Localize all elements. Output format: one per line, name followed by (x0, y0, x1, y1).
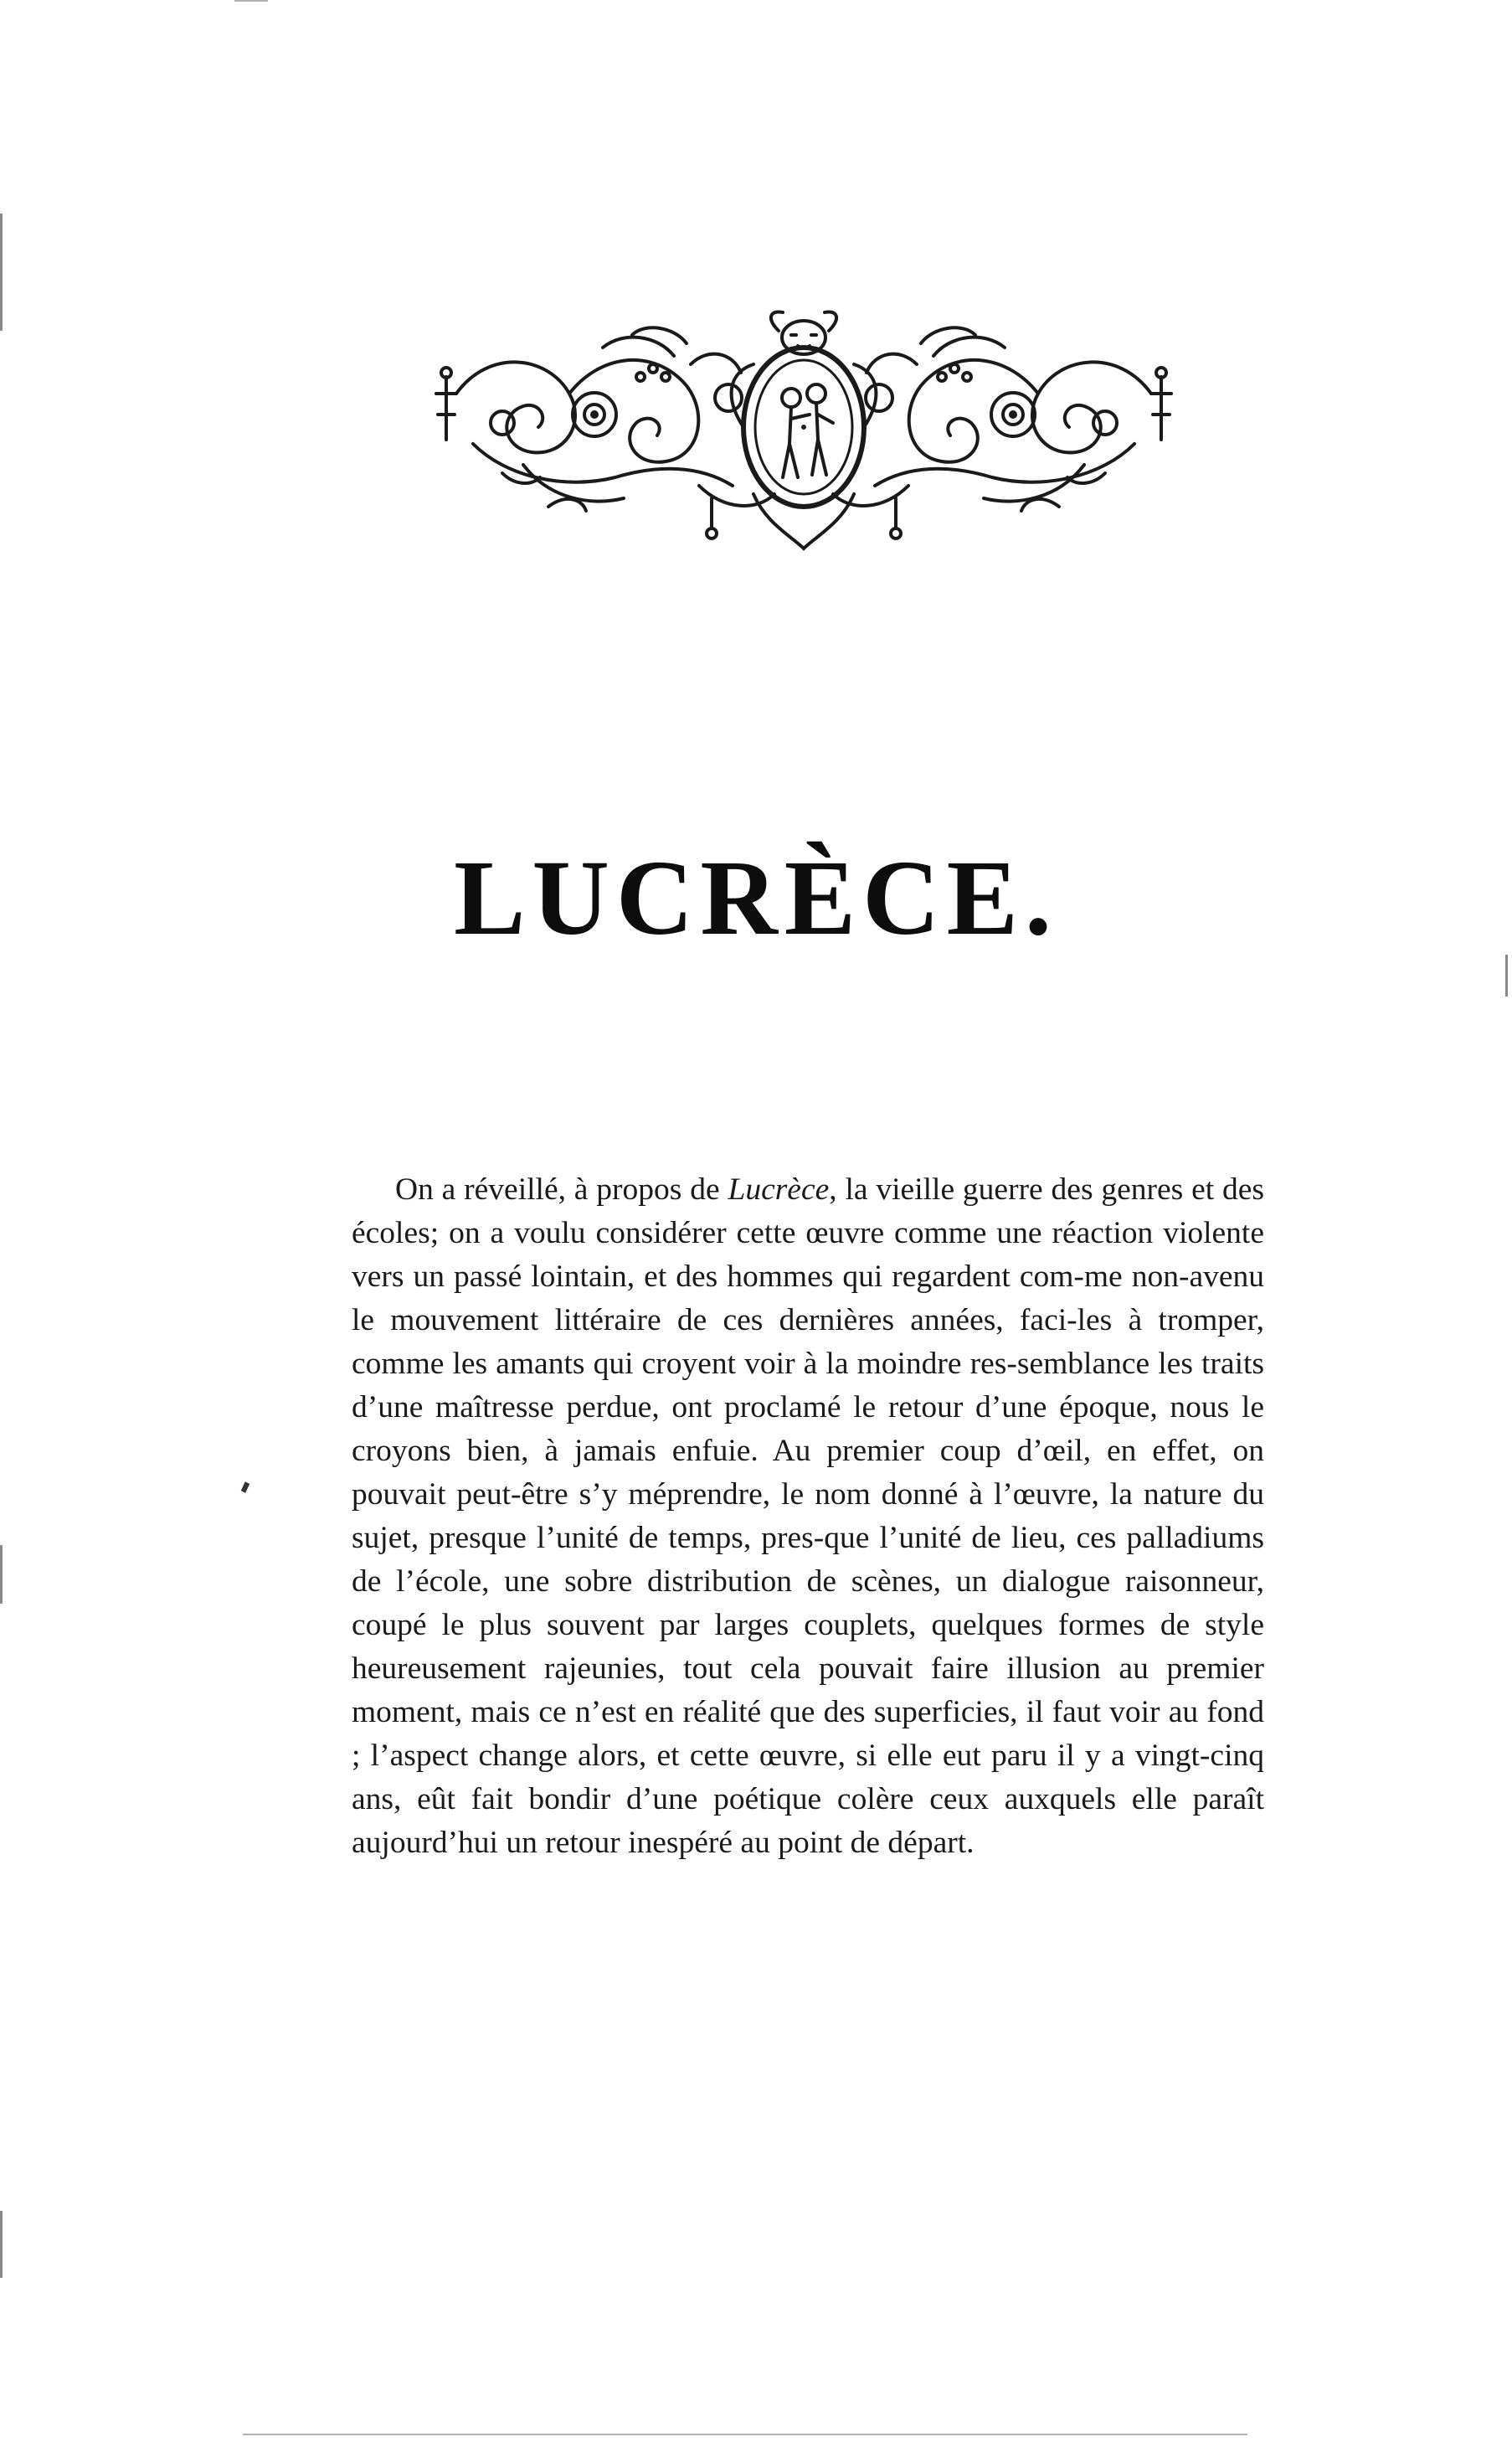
scan-edge-mark (0, 1545, 3, 1604)
paragraph-text: On a réveillé, à propos de (395, 1172, 728, 1207)
scan-edge-mark (234, 0, 268, 2)
paragraph (352, 1168, 1264, 1865)
scan-edge-mark (0, 2211, 3, 2278)
scan-edge-mark (243, 2434, 1247, 2435)
ornamental-vignette-cherub-medallion-icon (423, 297, 1185, 557)
scan-edge-mark (1505, 955, 1508, 997)
body-text (352, 1168, 1264, 1865)
paragraph-text: , la vieille guerre des genres et des écoles; on a voulu considérer cette œuvre comme une réaction violente vers un passé lointain, et des hommes qui regardent com-me non-avenu le mouvement littéraire de ces dernières années, faci-les à tromper, comme les amants qui croyent voir à la moindre res-semblance les traits d’une maîtresse perdue, ont proclamé le retour d’une époque, nous le croyons bien, à jamais enfuie. Au premier coup d’œil, en effet, on pouvait peut-être s’y méprendre, le nom donné à l’œuvre, la nature du sujet, presque l’unité de temps, pres-que l’unité de lieu, ces palladiums de l’école, une sobre distribution de scènes, un dialogue raisonneur, coupé le plus souvent par larges couplets, quelques formes de style heureusement rajeunies, tout cela pouvait faire illusion au premier moment, mais ce n’est en réalité que des superficies, il faut voir au fond ; l’aspect change alors, et cette œuvre, si elle eut paru il y a vingt-cinq ans, eût fait bondir d’une poétique colère ceux auxquels elle paraît aujourd’hui un retour inespéré au point de départ. (352, 1172, 1264, 1860)
work-title-italic: Lucrèce (728, 1172, 830, 1207)
scan-edge-mark (0, 214, 3, 331)
scan-speck (241, 1481, 250, 1492)
page-title: LUCRÈCE. (454, 838, 1058, 957)
ornament-vignette (423, 297, 1185, 557)
